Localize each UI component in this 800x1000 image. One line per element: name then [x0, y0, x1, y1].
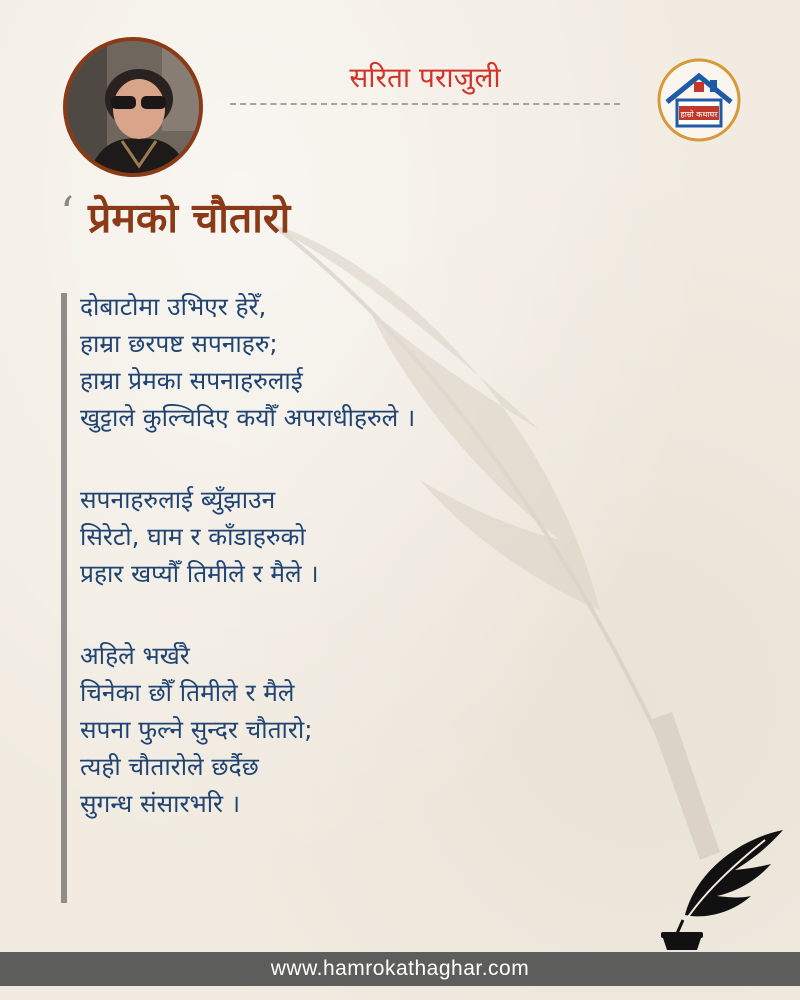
author-name: सरिता पराजुली	[349, 61, 501, 94]
poem-line: खुट्टाले कुल्चिदिए कयौँ अपराधीहरुले ।	[80, 403, 416, 432]
poem-body	[80, 288, 640, 867]
poem-title: प्रेमको चौतारो	[88, 194, 291, 242]
divider	[230, 103, 620, 105]
poem-line: हाम्रा छरपष्ट सपनाहरु;	[80, 329, 278, 358]
quill-inkpot-icon	[655, 820, 785, 950]
author-avatar	[63, 37, 203, 177]
logo-text: हाम्रो कथाघर	[680, 110, 718, 119]
hamro-kathaghar-logo-icon	[655, 52, 743, 148]
poem-line: सपनाहरुलाई ब्युँझाउन	[80, 485, 276, 514]
stanza	[80, 288, 640, 436]
stanza	[80, 481, 640, 592]
poem-line: सिरेटो, घाम र काँडाहरुको	[80, 522, 306, 551]
poem-line: प्रहार खप्यौँ तिमीले र मैले ।	[80, 559, 319, 588]
poem-line: दोबाटोमा उभिएर हेरेँ,	[80, 292, 267, 321]
poem-line: सुगन्ध संसारभरि ।	[80, 789, 241, 818]
poem-line: चिनेका छौँ तिमीले र मैले	[80, 678, 295, 707]
poem-line: त्यही चौतारोले छर्दैछ	[80, 752, 259, 781]
vertical-accent-bar	[61, 293, 67, 903]
website-footer[interactable]: www.hamrokathaghar.com	[0, 952, 800, 986]
quote-mark-icon: ‘	[60, 188, 74, 239]
poem-line: हाम्रा प्रेमका सपनाहरुलाई	[80, 366, 303, 395]
poem-line: सपना फुल्ने सुन्दर चौतारो;	[80, 715, 313, 744]
stanza	[80, 637, 640, 822]
poem-line: अहिले भर्खरै	[80, 641, 190, 670]
